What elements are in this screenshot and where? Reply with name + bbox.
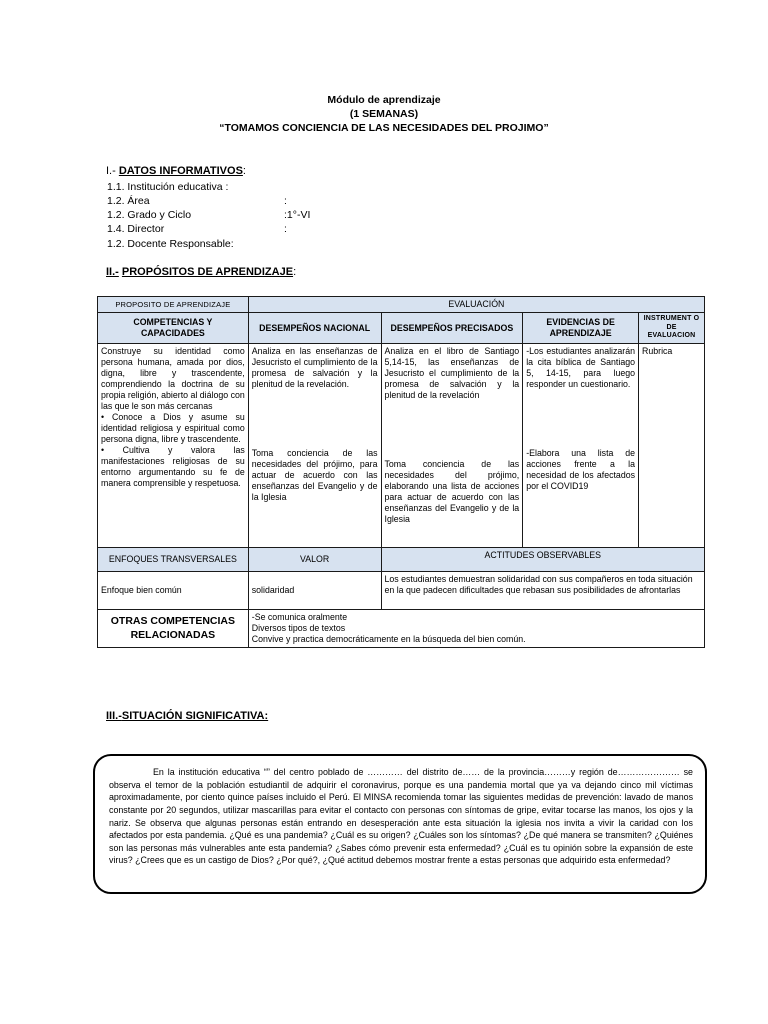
desempeno-nacional-2: Toma conciencia de las necesidades del prójimo, para actuar de acuerdo con las enseñanzas del Evangelio y de la Iglesia xyxy=(251,448,378,503)
enfoques-header: ENFOQUES TRANSVERSALES xyxy=(98,548,249,572)
otras-competencias-cell xyxy=(248,610,704,648)
module-title: Módulo de aprendizaje xyxy=(327,94,441,106)
section-heading: DATOS INFORMATIVOS xyxy=(118,165,243,177)
section-datos-informativos: I.- DATOS INFORMATIVOS: xyxy=(106,165,246,177)
instrumento-cell: Rubrica xyxy=(639,344,705,548)
otras-competencia-1: -Se comunica oralmente xyxy=(251,612,348,623)
info-docente: 1.2. Docente Responsable: xyxy=(107,238,234,250)
otras-competencia-3: Convive y practica democráticamente en la búsqueda del bien común. xyxy=(251,634,526,645)
desempeno-nacional-1: Analiza en las enseñanzas de Jesucristo el cumplimiento de la promesa de salvación y la plenitud de la revelación. xyxy=(251,346,378,390)
section-number: III.- xyxy=(106,710,122,722)
info-institucion: 1.1. Institución educativa : xyxy=(107,181,229,193)
competencia-bullet-2: • Cultiva y valora las manifestaciones religiosas de su entorno argumentando su fe de manera comprensible y respetuosa. xyxy=(101,445,245,489)
situacion-box xyxy=(93,754,707,894)
actitud-cell: Los estudiantes demuestran solidaridad con sus compañeros en toda situación en la que padecen dificultades que rebasan sus posibilidades de afrontarlas xyxy=(381,572,705,610)
info-area: 1.2. Área xyxy=(107,195,150,207)
desempeno-nacional-cell xyxy=(248,344,381,548)
desempeno-precisado-2: Toma conciencia de las necesidades del prójimo, elaborando una lista de acciones para actuar de acuerdo con las enseñanzas del Evangelio y de la Iglesia xyxy=(384,459,520,525)
evidencia-1: -Los estudiantes analizarán la cita bíblica de Santiago 5, 14-15, para luego responder un cuestionario. xyxy=(526,346,636,390)
col-competencias: COMPETENCIAS Y CAPACIDADES xyxy=(98,312,249,343)
desempeno-precisado-1: Analiza en el libro de Santiago 5,14-15, las enseñanzas de Jesucristo el cumplimiento de la promesa de salvación y la plenitud de la revelación xyxy=(384,346,520,401)
section-number: II.- xyxy=(106,266,119,278)
competencia-main: Construye su identidad como persona humana, amada por dios, digna, libre y trascendente, comprendiendo la doctrina de su propia religión, abierto al diálogo con las que le son más cercanas xyxy=(101,346,245,412)
info-grado-value: :1°-VI xyxy=(284,209,311,221)
competencia-bullet-1: • Conoce a Dios y asume su identidad religiosa y espiritual como persona digna, libre y trascendente. xyxy=(101,412,245,445)
enfoque-cell: Enfoque bien común xyxy=(98,572,249,610)
otras-competencia-2: Diversos tipos de textos xyxy=(251,623,346,634)
col-instrumento: INSTRUMENT O DE EVALUACION xyxy=(639,312,705,343)
section-heading: SITUACIÓN SIGNIFICATIVA: xyxy=(121,710,269,722)
info-grado: 1.2. Grado y Ciclo xyxy=(107,209,192,221)
competencia-cell xyxy=(98,344,249,548)
situacion-text: En la institución educativa “” del centro poblado de ………… del distrito de…… de la provincia………y región de………………… se observa el temor de la población estudiantil de adquirir el coronavirus, porque es una pandemia mortal que ya va dejando cinco mil víctimas aproximadamente, por ciento quince países incluido el Perú. El MINSA recomienda tomar las siguientes medidas de prevención: lavado de manos constante por 20 segundos, utilizar mascarillas para evitar el contacto con personas con síntomas de gripe, evitar tocarse las manos, los ojos y la nariz. Se observa que algunas personas están entrando en desesperación ante esta situación la iglesia nos invita a vivir la caridad con los afectados por esta pandemia. ¿Qué es una pandemia? ¿Cuál es su origen? ¿Cuáles son los síntomas? ¿De qué manera se transmiten? ¿Quiénes son las personas más vulnerables ante esta pandemia? ¿Sabes cómo prevenir esta enfermedad? ¿Cuál es tu opinión sobre la expansión de este virus? ¿Crees que es un castigo de Dios? ¿Por qué?, ¿Qué actitud debemos mostrar frente a estas personas que adquirido esta enfermedad? xyxy=(109,767,693,866)
otras-competencias-header: OTRAS COMPETENCIAS RELACIONADAS xyxy=(98,610,249,648)
col-desempenos-precisados: DESEMPEÑOS PRECISADOS xyxy=(381,312,523,343)
section-number: I.- xyxy=(106,165,116,177)
module-duration: (1 SEMANAS) xyxy=(349,108,419,120)
info-area-value: : xyxy=(284,195,287,207)
section-heading: PROPÓSITOS DE APRENDIZAJE xyxy=(121,266,294,278)
section-situacion xyxy=(106,710,268,722)
info-director-value: : xyxy=(284,223,287,235)
desempeno-precisado-cell xyxy=(381,344,523,548)
info-director: 1.4. Director xyxy=(107,223,165,235)
propositos-table xyxy=(97,296,705,648)
evaluacion-header: EVALUACIÓN xyxy=(248,297,704,313)
evidencia-2: -Elabora una lista de acciones frente a la necesidad de los afectados por el COVID19 xyxy=(526,448,636,492)
evidencia-cell xyxy=(523,344,639,548)
col-evidencias: EVIDENCIAS DE APRENDIZAJE xyxy=(523,312,639,343)
section-propositos: II.- PROPÓSITOS DE APRENDIZAJE: xyxy=(106,266,297,278)
proposito-header: PROPOSITO DE APRENDIZAJE xyxy=(98,297,249,313)
actitudes-header: ACTITUDES OBSERVABLES xyxy=(381,548,705,572)
valor-cell: solidaridad xyxy=(248,572,381,610)
col-desempenos-nacional: DESEMPEÑOS NACIONAL xyxy=(248,312,381,343)
valor-header: VALOR xyxy=(248,548,381,572)
module-theme: “TOMAMOS CONCIENCIA DE LAS NECESIDADES DEL PROJIMO” xyxy=(219,122,549,134)
